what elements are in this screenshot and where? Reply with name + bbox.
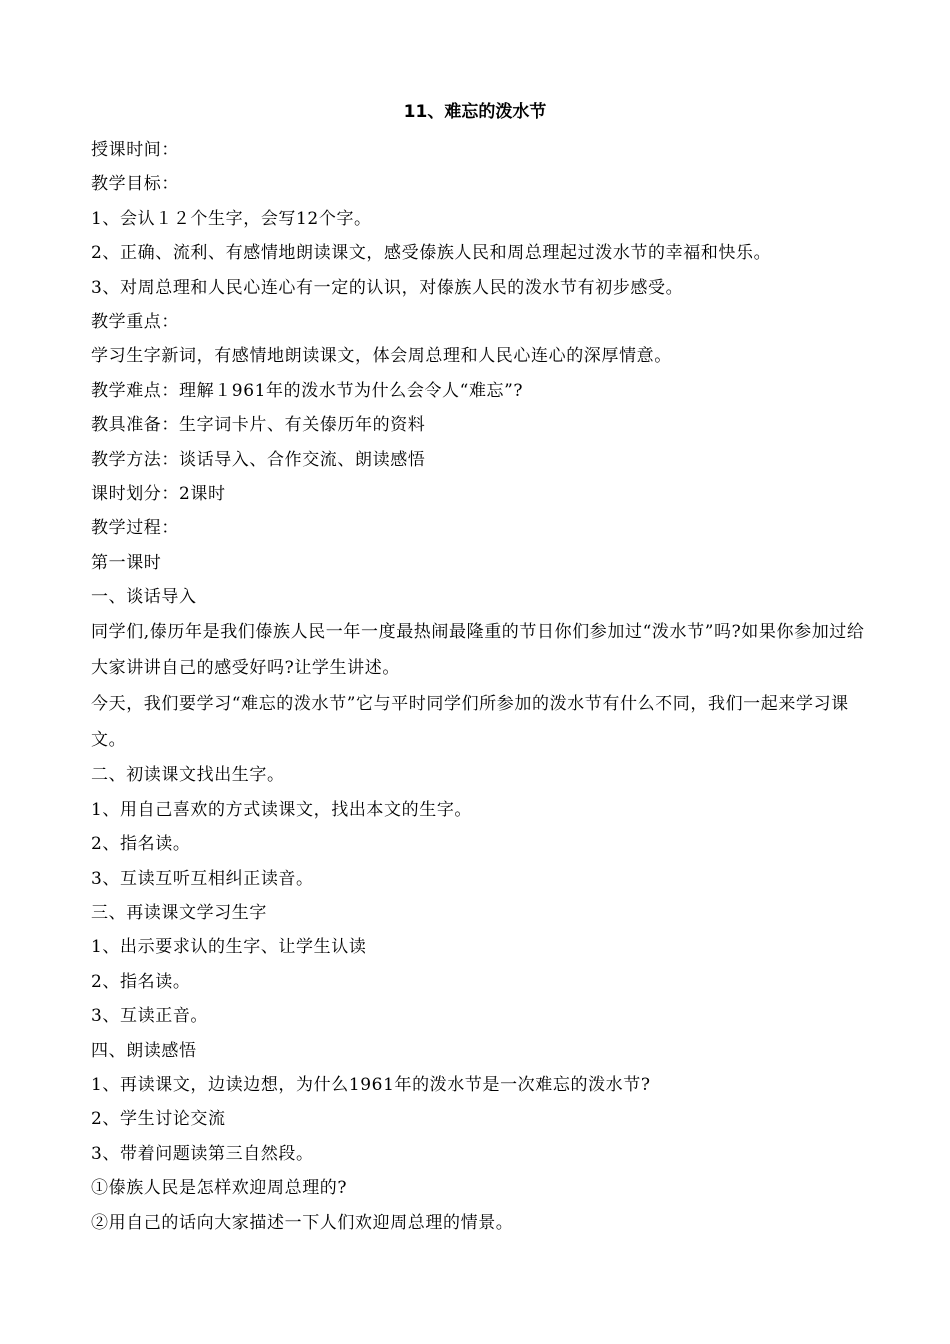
text-line: 2、指名读。: [91, 971, 191, 992]
text-line: 教学难点：理解１961年的泼水节为什么会令人“难忘”?: [91, 380, 524, 401]
text-line: 3、互读互听互相纠正读音。: [91, 868, 314, 889]
text-line: 3、对周总理和人民心连心有一定的认识，对傣族人民的泼水节有初步感受。: [91, 277, 684, 298]
text-line: 2、指名读。: [91, 834, 191, 855]
text-line: 四、朗读感悟: [91, 1040, 197, 1061]
text-line: 教学过程：: [91, 518, 179, 539]
text-line: 1、会认１２个生字，会写12个字。: [91, 208, 372, 229]
text-line: 课时划分：2课时: [91, 483, 226, 504]
text-line: ①傣族人民是怎样欢迎周总理的?: [91, 1178, 348, 1199]
document-title: 11、难忘的泼水节: [403, 102, 547, 122]
text-line: 授课时间：: [91, 140, 179, 160]
text-line: 三、再读课文学习生字: [91, 903, 267, 924]
text-line: 2、正确、流利、有感情地朗读课文，感受傣族人民和周总理起过泼水节的幸福和快乐。: [91, 243, 772, 264]
text-line: 2、学生讨论交流: [91, 1109, 226, 1130]
text-line: 1、用自己喜欢的方式读课文，找出本文的生字。: [91, 799, 473, 820]
document-body: [91, 133, 871, 1240]
text-line: 3、带着问题读第三自然段。: [91, 1143, 314, 1164]
text-line: 教学目标：: [91, 174, 179, 195]
paragraph: 同学们,傣历年是我们傣族人民一年一度最热闹最隆重的节日你们参加过“泼水节”吗?如果你参加过给大家讲讲自己的感受好吗?让学生讲述。: [91, 622, 865, 679]
text-line: 1、再读课文，边读边想，为什么1961年的泼水节是一次难忘的泼水节?: [91, 1074, 651, 1095]
text-line: 教具准备：生字词卡片、有关傣历年的资料: [91, 415, 426, 436]
text-line: 教学方法：谈话导入、合作交流、朗读感悟: [91, 449, 426, 470]
text-line: 学习生字新词，有感情地朗读课文，体会周总理和人民心连心的深厚情意。: [91, 346, 672, 367]
text-line: 第一课时: [91, 552, 162, 573]
text-line: 3、互读正音。: [91, 1006, 209, 1027]
paragraph: 今天，我们要学习“难忘的泼水节”它与平时同学们所参加的泼水节有什么不同，我们一起来学习课文。: [91, 694, 849, 751]
text-line: ②用自己的话向大家描述一下人们欢迎周总理的情景。: [91, 1212, 514, 1233]
text-line: 一、谈话导入: [91, 587, 197, 608]
text-line: 1、出示要求认的生字、让学生认读: [91, 937, 367, 958]
text-line: 二、初读课文找出生字。: [91, 765, 285, 786]
text-line: 教学重点：: [91, 311, 179, 332]
